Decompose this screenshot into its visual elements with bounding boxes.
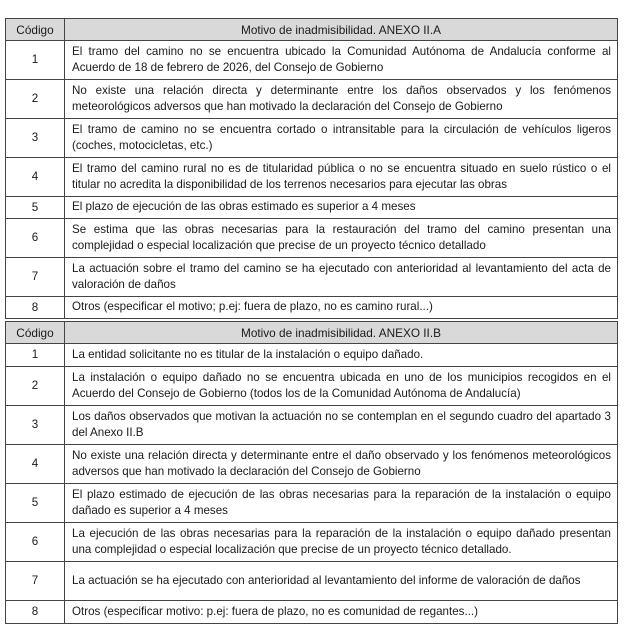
column-header-code: Código bbox=[6, 322, 65, 344]
row-reason: El plazo de ejecución de las obras estimado es superior a 4 meses bbox=[65, 197, 618, 219]
inadmissibility-table-annex-iia bbox=[5, 18, 618, 319]
row-reason: El tramo del camino no se encuentra ubicado la Comunidad Autónoma de Andalucía conforme al Acuerdo de 18 de febrero de 2026, del Consejo de Gobierno bbox=[65, 41, 618, 80]
column-header-reason: Motivo de inadmisibilidad. ANEXO II.B bbox=[65, 322, 618, 344]
row-code: 4 bbox=[6, 158, 65, 197]
column-header-reason: Motivo de inadmisibilidad. ANEXO II.A bbox=[65, 19, 618, 41]
table-row bbox=[6, 523, 618, 562]
table-row bbox=[6, 344, 618, 367]
row-reason: El tramo de camino no se encuentra cortado o intransitable para la circulación de vehículos ligeros (coches, motocicletas, etc.) bbox=[65, 119, 618, 158]
table-row bbox=[6, 258, 618, 297]
row-code: 2 bbox=[6, 367, 65, 406]
row-reason: Otros (especificar motivo: p.ej: fuera de plazo, no es comunidad de regantes...) bbox=[65, 601, 618, 624]
column-header-code: Código bbox=[6, 19, 65, 41]
row-code: 5 bbox=[6, 197, 65, 219]
table-row bbox=[6, 119, 618, 158]
table-header-row bbox=[6, 19, 618, 41]
row-code: 1 bbox=[6, 41, 65, 80]
row-reason: No existe una relación directa y determinante entre el daño observado y los fenómenos meteorológicos adversos que han motivado la declaración del Consejo de Gobierno bbox=[65, 445, 618, 484]
row-reason: No existe una relación directa y determinante entre los daños observados y los fenómenos meteorológicos adversos que han motivado la declaración del Consejo de Gobierno bbox=[65, 80, 618, 119]
row-code: 4 bbox=[6, 445, 65, 484]
row-code: 2 bbox=[6, 80, 65, 119]
row-reason: La actuación sobre el tramo del camino se ha ejecutado con anterioridad al levantamiento del acta de valoración de daños bbox=[65, 258, 618, 297]
table-row bbox=[6, 367, 618, 406]
row-reason: El tramo del camino rural no es de titularidad pública o no se encuentra situado en suelo rústico o el titular no acredita la disponibilidad de los terrenos necesarios para ejecutar las obras bbox=[65, 158, 618, 197]
row-reason: Se estima que las obras necesarias para la restauración del tramo del camino presentan una complejidad o especial localización que precise de un proyecto técnico detallado bbox=[65, 219, 618, 258]
row-code: 6 bbox=[6, 523, 65, 562]
inadmissibility-table-annex-iib bbox=[5, 321, 618, 624]
row-reason: La actuación se ha ejecutado con anterioridad al levantamiento del informe de valoración de daños bbox=[65, 562, 618, 601]
row-reason: La instalación o equipo dañado no se encuentra ubicada en uno de los municipios recogidos en el Acuerdo del Consejo de Gobierno (todos los de la Comunidad Autónoma de Andalucía) bbox=[65, 367, 618, 406]
table-row bbox=[6, 484, 618, 523]
row-code: 7 bbox=[6, 562, 65, 601]
row-reason: Otros (especificar el motivo; p.ej: fuera de plazo, no es camino rural...) bbox=[65, 297, 618, 319]
table-row bbox=[6, 197, 618, 219]
row-code: 3 bbox=[6, 119, 65, 158]
row-code: 8 bbox=[6, 297, 65, 319]
row-code: 5 bbox=[6, 484, 65, 523]
table-row bbox=[6, 80, 618, 119]
table-row bbox=[6, 406, 618, 445]
row-code: 6 bbox=[6, 219, 65, 258]
table-row bbox=[6, 562, 618, 601]
table-row bbox=[6, 601, 618, 624]
row-reason: La ejecución de las obras necesarias para la reparación de la instalación o equipo dañado presentan una complejidad o especial localización que precise de un proyecto técnico detallado. bbox=[65, 523, 618, 562]
table-row bbox=[6, 445, 618, 484]
table-row bbox=[6, 297, 618, 319]
row-code: 7 bbox=[6, 258, 65, 297]
table-row bbox=[6, 158, 618, 197]
row-code: 1 bbox=[6, 344, 65, 367]
row-code: 8 bbox=[6, 601, 65, 624]
table-header-row bbox=[6, 322, 618, 344]
row-code: 3 bbox=[6, 406, 65, 445]
table-row bbox=[6, 219, 618, 258]
row-reason: El plazo estimado de ejecución de las obras necesarias para la reparación de la instalación o equipo dañado es superior a 4 meses bbox=[65, 484, 618, 523]
row-reason: Los daños observados que motivan la actuación no se contemplan en el segundo cuadro del apartado 3 del Anexo II.B bbox=[65, 406, 618, 445]
table-row bbox=[6, 41, 618, 80]
row-reason: La entidad solicitante no es titular de la instalación o equipo dañado. bbox=[65, 344, 618, 367]
